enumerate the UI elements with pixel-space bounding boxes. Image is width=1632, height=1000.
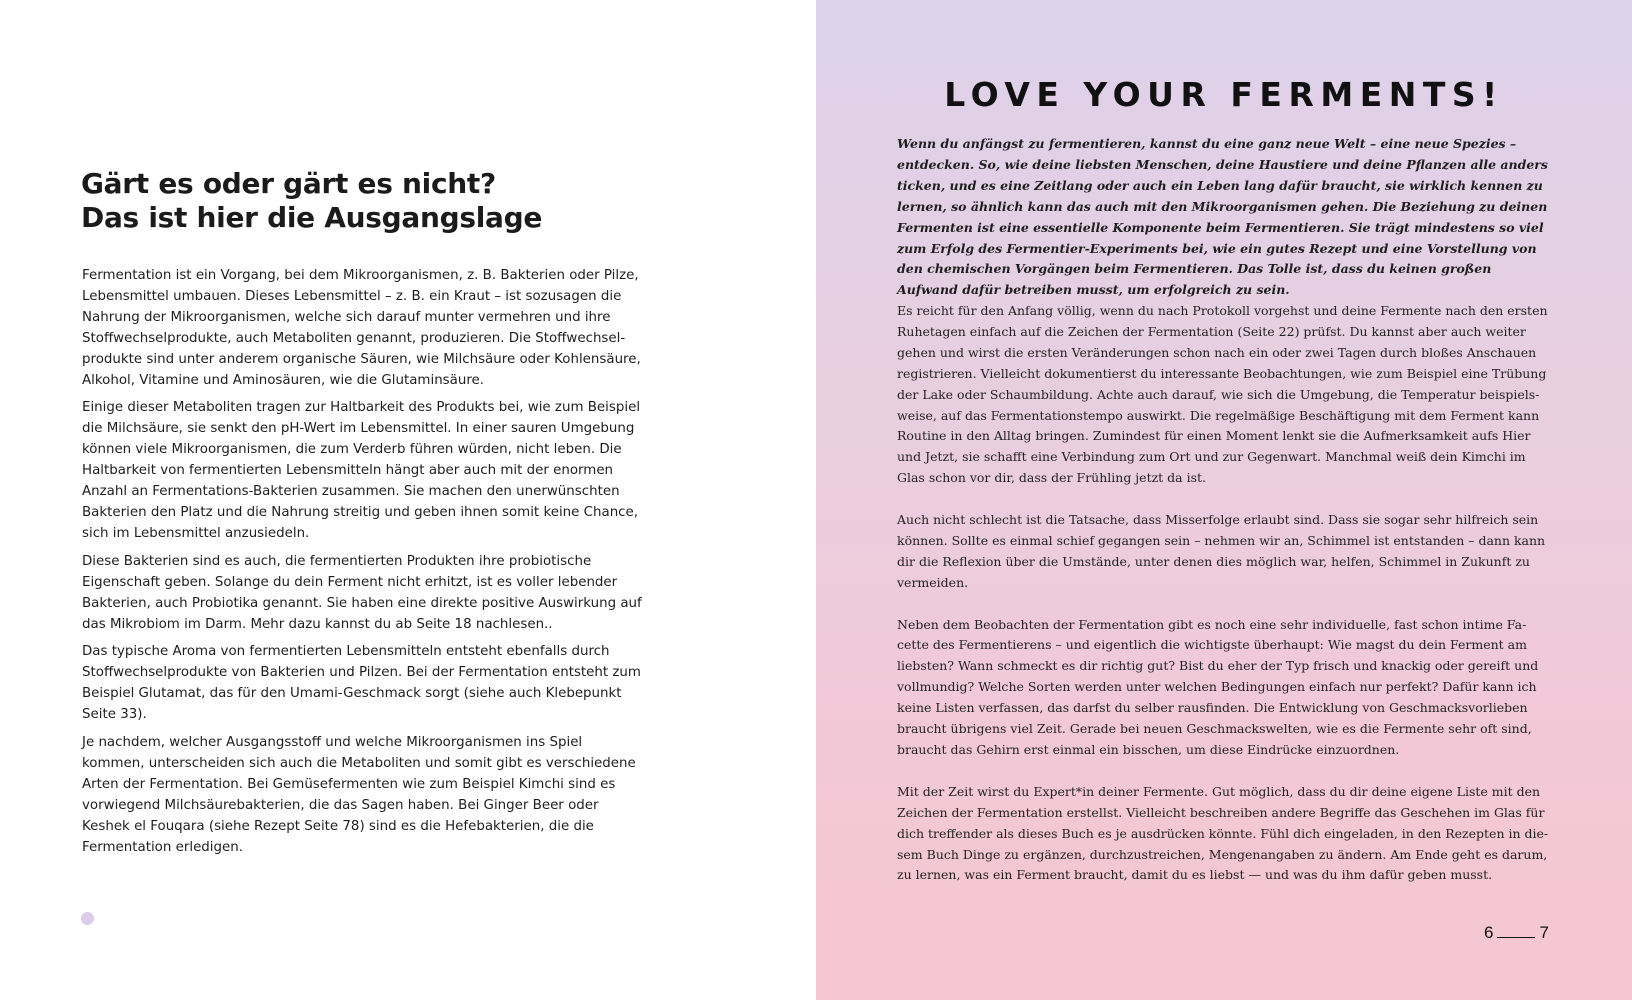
- body-paragraph: Auch nicht schlecht ist die Tatsache, dass Misserfolge erlaubt sind. Dass sie sogar sehr hilfreich sein können. Sollte es einmal schief gegangen sein – nehmen wir an, Schimmel ist entstanden – dann kann dir die Reflexion über die Umstände, unter denen dies möglich war, helfen, Schimmel in Zukunft zu vermeiden.: [897, 512, 1546, 590]
- decorative-dot-icon: [81, 912, 94, 925]
- page-title: LOVE YOUR FERMENTS!: [944, 75, 1504, 114]
- body-paragraph: Je nachdem, welcher Ausgangsstoff und welche Mikroorganismen ins Spiel kommen, unterscheiden sich auch die Metaboliten und somit gibt es verschiedene Arten der Fermentation. Bei Gemüsefermenten wie zum Beispiel Kimchi sind es vorwiegend Milchsäurebakterien, die das Sagen haben. Bei Ginger Beer oder Keshek el Fouqara (siehe Rezept Seite 78) sind es die Hefebakterien, die die Fermentation erledigen.: [82, 735, 636, 855]
- page-numbers: [1484, 921, 1549, 945]
- right-body-text: [897, 301, 1553, 907]
- body-paragraph: Neben dem Beobachten der Fermentation gibt es noch eine sehr individuelle, fast schon intime Facette des Fermentierens – und eigentlich die wichtigste überhaupt: Wie magst du dein Ferment am liebsten? Wann schmeckt es dir richtig gut? Bist du eher der Typ frisch und knackig oder gereift und vollmundig? Welche Sorten werden unter welchen Bedingungen einfach nur perfekt? Dafür kann ich keine Listen verfassen, das darfst du selber rausfinden. Die Entwicklung von Geschmacksvorlieben braucht übrigens viel Zeit. Gerade bei neuen Geschmackswelten, wie es die Fermente sehr oft sind, braucht das Gehirn erst einmal ein bisschen, um diese Eindrücke einzuordnen.: [897, 616, 1539, 757]
- body-paragraph: Mit der Zeit wirst du Expert*in deiner Fermente. Gut möglich, dass du dir deine eigene Liste mit den Zeichen der Fermentation erstellst. Vielleicht beschreiben andere Begriffe das Geschehen im Glas für dich treffender als dieses Buch es je ausdrücken könnte. Fühl dich eingeladen, in den Rezepten in diesem Buch Dinge zu ergänzen, durchzustreichen, Mengenangaben zu ändern. Am Ende geht es darum, zu lernen, was ein Ferment braucht, damit du es liebst — und was du ihm dafür geben musst.: [897, 783, 1549, 883]
- body-paragraph: Es reicht für den Anfang völlig, wenn du nach Protokoll vorgehst und deine Fermente nach den ersten Ruhetagen einfach auf die Zeichen der Fermentation (Seite 22) prüfst. Du kannst aber auch weiter gehen und wirst die ersten Veränderungen schon nach ein oder zwei Tagen durch bloßes Anschauen registrieren. Vielleicht dokumentierst du interessante Beobachtungen, wie zum Beispiel eine Trübung der Lake oder Schaumbildung. Achte auch darauf, wie sich die Umgebung, die Temperatur beispielsweise, auf das Fermentationstempo auswirkt. Die regelmäßige Beschäftigung mit dem Ferment kann Routine in den Alltag bringen. Zumindest für einen Moment lenkt sie die Aufmerksamkeit aufs Hier und Jetzt, sie schafft eine Verbindung zum Ort und zur Gegenwart. Manchmal weiß dein Kimchi im Glas schon vor dir, dass der Frühling jetzt da ist.: [897, 303, 1548, 486]
- body-paragraph: Das typische Aroma von fermentierten Lebensmitteln entsteht ebenfalls durch Stoffwechselprodukte von Bakterien und Pilzen. Bei der Fermentation entsteht zum Beispiel Glutamat, das für den Umami-Geschmack sorgt (siehe auch Klebepunkt Seite 33).: [82, 644, 641, 723]
- lead-paragraph: Wenn du anfängst zu fermentieren, kannst du eine ganz neue Welt – eine neue Spezies – entdecken. So, wie deine liebsten Menschen, deine Haustiere und deine Pflanzen alle anders ticken, und es eine Zeitlang oder auch ein Leben lang dafür braucht, sie wirklich kennen zu lernen, so ähnlich kann das auch mit den Mikroorganismen gehen. Die Beziehung zu deinen Fermenten ist eine essentielle Komponente beim Fermentieren. Sie trägt mindestens so viel zum Erfolg des Fermentier-Experiments bei, wie ein gutes Rezept und eine Vorstellung von den chemischen Vorgängen beim Fermentieren. Das Tolle ist, dass du keinen großen Aufwand dafür betreiben musst, um erfolgreich zu sein.: [897, 136, 1548, 298]
- body-paragraph: Fermentation ist ein Vorgang, bei dem Mikroorganismen, z. B. Bakterien oder Pilze, Lebensmittel umbauen. Dieses Lebensmittel – z. B. ein Kraut – ist sozusagen die Nahrung der Mikroorganismen, welche sich darauf munter vermehren und ihre Stoffwechselprodukte, auch Metaboliten genannt, produzieren. Die Stoffwechselprodukte sind unter anderem organische Säuren, wie Milchsäure oder Kohlensäure, Alkohol, Vitamine und Aminosäuren, wie die Glutaminsäure.: [82, 268, 641, 388]
- page-number-right: 7: [1539, 923, 1549, 942]
- heading-line-1: Gärt es oder gärt es nicht?: [81, 167, 496, 200]
- body-paragraph: Diese Bakterien sind es auch, die fermentierten Produkten ihre probiotische Eigenschaft geben. Solange du dein Ferment nicht erhitzt, ist es voller lebender Bakterien, auch Probiotika genannt. Sie haben eine direkte positive Auswirkung auf das Mikrobiom im Darm. Mehr dazu kannst du ab Seite 18 nachlesen..: [82, 553, 642, 632]
- heading-line-2: Das ist hier die Ausgangslage: [81, 201, 543, 234]
- body-paragraph: Einige dieser Metaboliten tragen zur Haltbarkeit des Produkts bei, wie zum Beispiel die Milchsäure, sie senkt den pH-Wert im Lebensmittel. In einer sauren Umgebung können viele Mikroorganismen, die zum Verderb führen würden, nicht leben. Die Haltbarkeit von fermentierten Lebensmitteln hängt aber auch mit der enormen Anzahl an Fermentations-Bakterien zusammen. Sie machen den unerwünschten Bakterien den Platz und die Nahrung streitig und geben ihnen somit keine Chance, sich im Lebensmittel anzusiedeln.: [82, 400, 641, 541]
- left-body-text: [82, 266, 642, 865]
- right-page: [816, 0, 1632, 1000]
- section-heading: [81, 167, 701, 235]
- folio-rule: [1497, 937, 1535, 938]
- page-number-left: 6: [1484, 923, 1494, 942]
